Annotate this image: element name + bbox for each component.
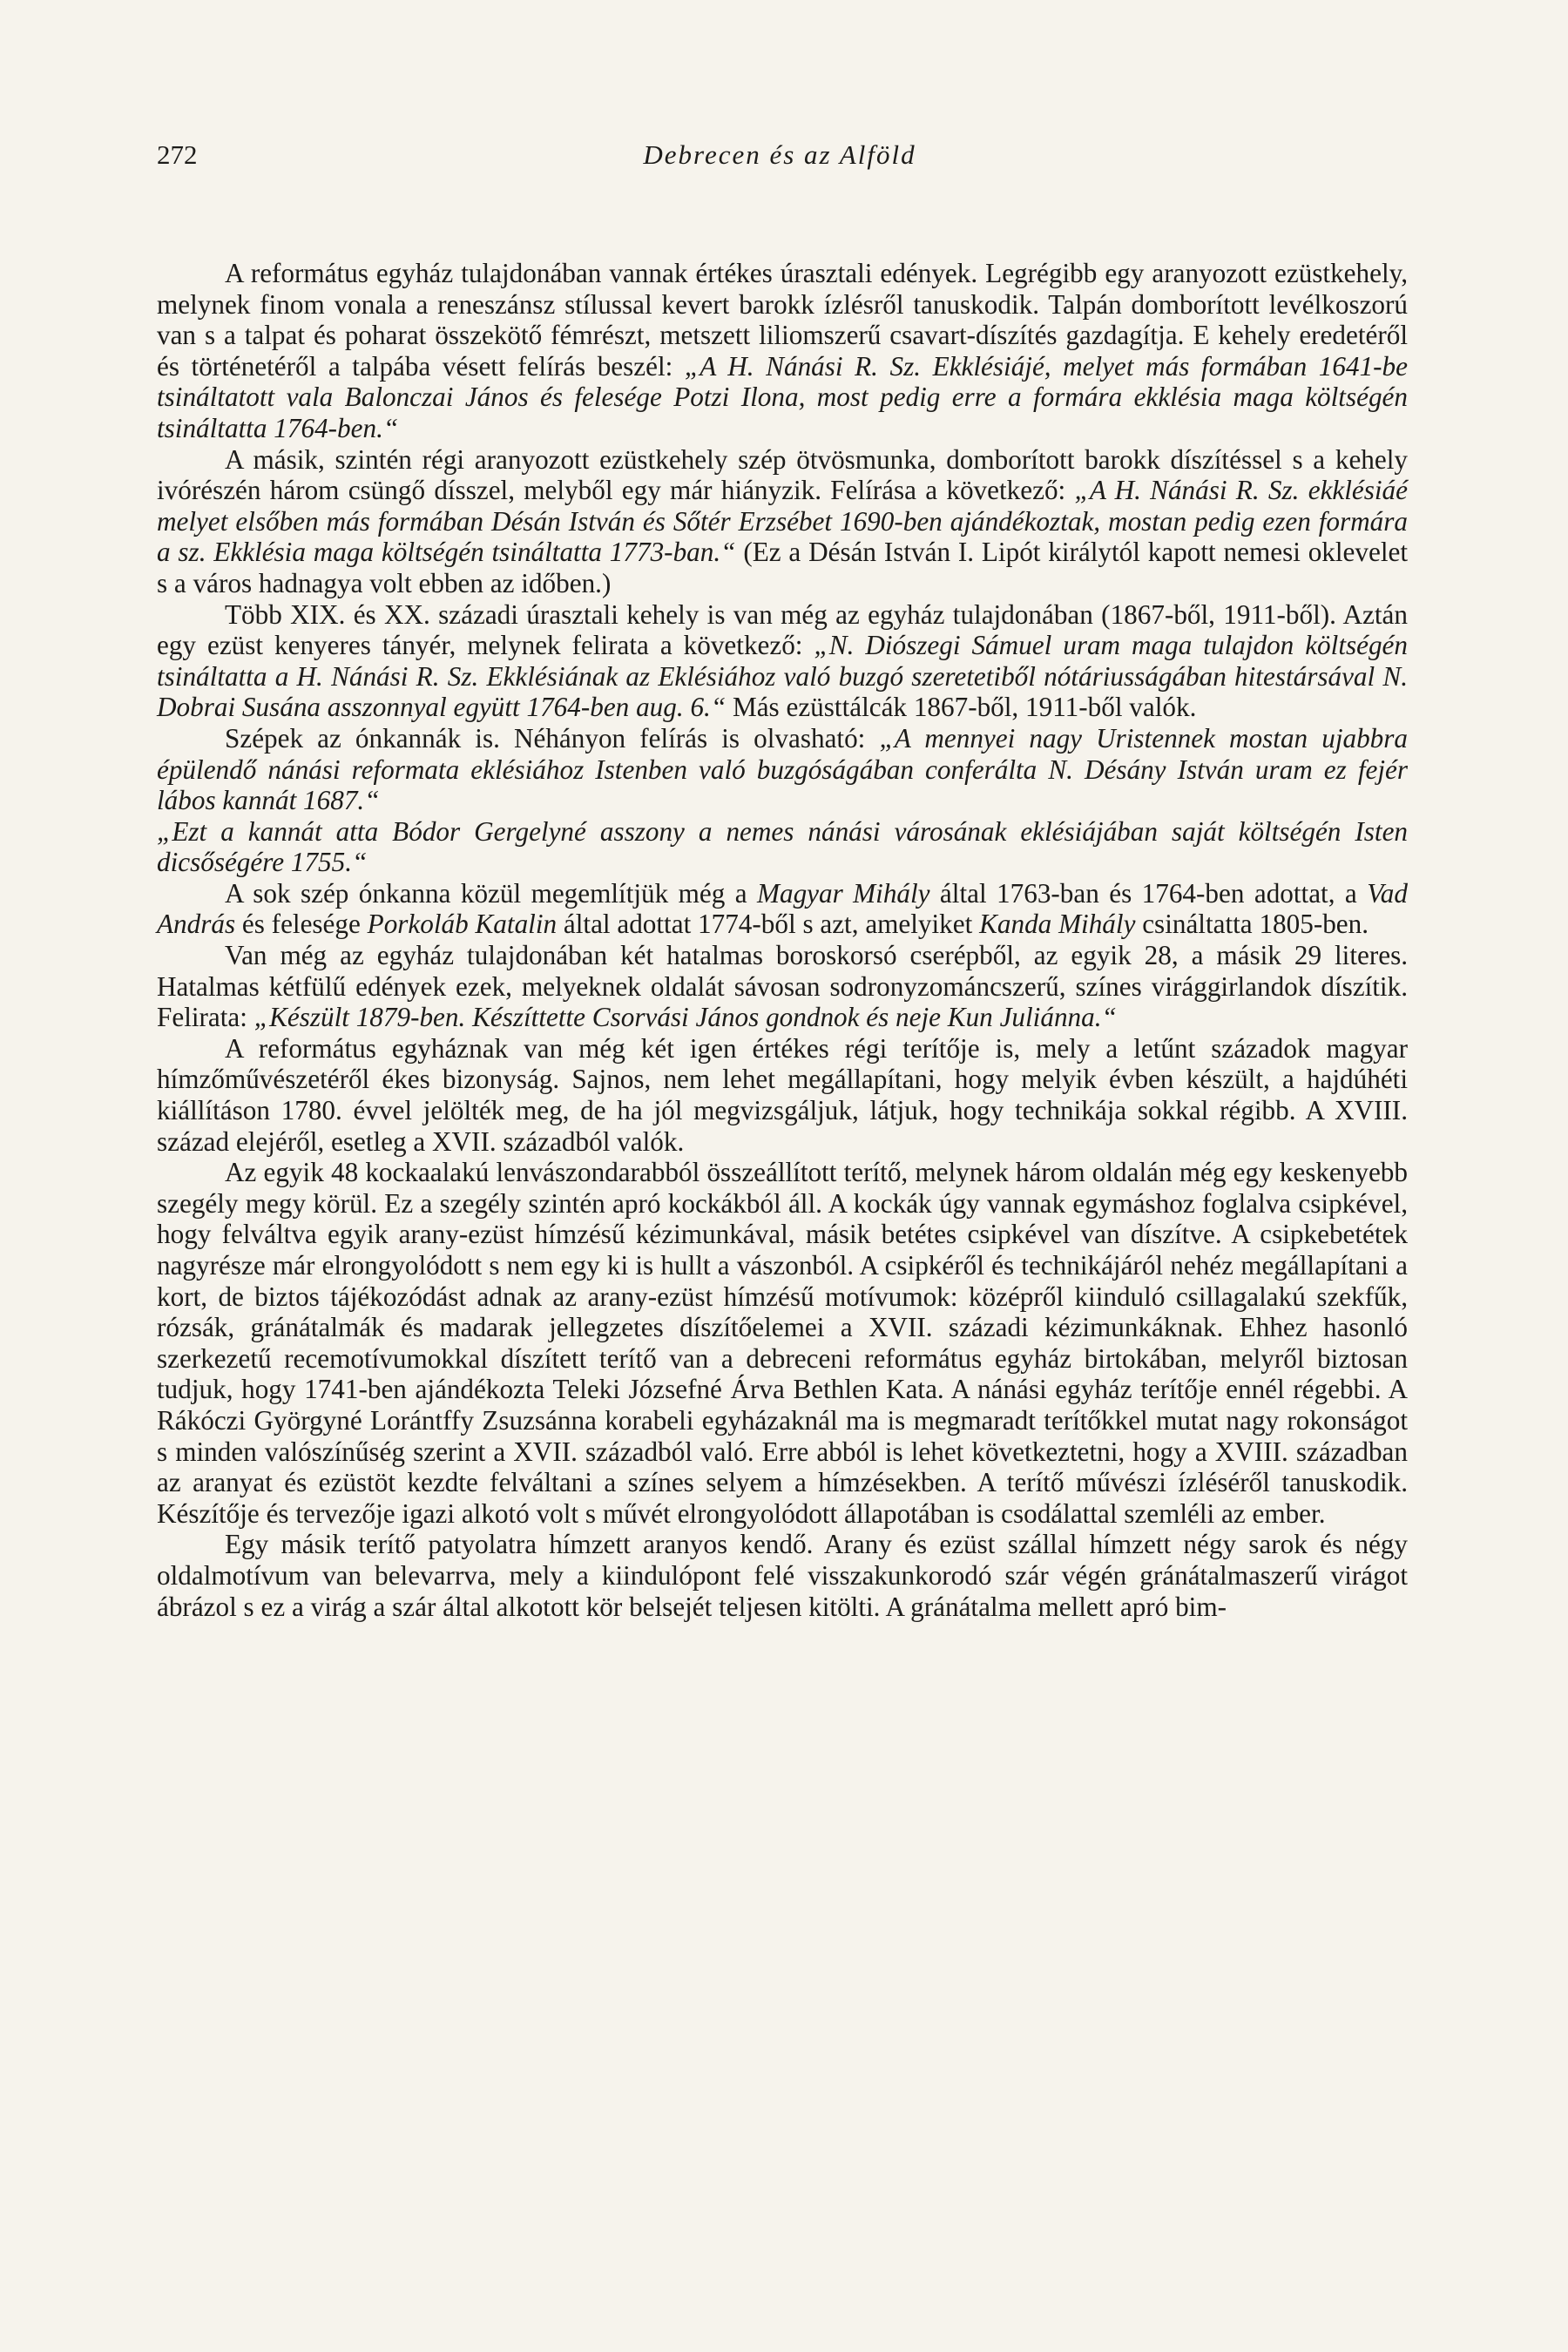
donor-name: Porkoláb Katalin — [367, 909, 558, 940]
paragraph-text: Több XIX. és XX. századi úrasztali kehely is van még az egyház tulajdonában (1867-ből, 1911-ből). Aztán egy ezüst kenyeres tányér, melynek felirata a következő: — [157, 598, 1408, 661]
paragraph-text: A sok szép ónkanna közül megemlítjük még a — [225, 877, 758, 909]
inscription-quote: „Ezt a kannát atta Bódor Gergelyné asszony a nemes nánási városának eklésiájában saját költségén Isten dicsőségére 1755.“ — [157, 815, 1408, 878]
inscription-quote: „A H. Nánási R. Sz. ekklésiáé melyet elsőben más formában Désán István és Sőtér Erzsébet 1690-ben ajándékoztak, mostan pedig ezen formára a sz. Ekklésia maga költségén tsináltatta 1773-ban.“ — [157, 475, 1408, 568]
paragraph-text: (Ez a Désán István I. Lipót királytól kapott nemesi oklevelet s a város hadnagya volt ebben az időben.) — [157, 537, 1408, 598]
paragraph-tablecloth-1 — [157, 1157, 1408, 1529]
paragraph-text: Más ezüsttálcák 1867-ből, 1911-ből valók. — [726, 692, 1197, 723]
paragraph-chalice-1 — [157, 258, 1408, 444]
paragraph-text: Van még az egyház tulajdonában két hatalmas boroskorsó cserépből, az egyik 28, a másik 29 literes. Hatalmas kétfülű edények ezek, melyeknek oldalát sávosan sodronyzománcszerű, színes virággirlandok díszítik. Felirata: — [157, 940, 1408, 1033]
paragraph-text: által 1763-ban és 1764-ben adottat, a — [929, 877, 1368, 909]
paragraph-tin-jugs — [157, 723, 1408, 816]
paragraph-plate — [157, 599, 1408, 723]
paragraph-text: Szépek az ónkannák is. Néhányon felírás is olvasható: — [225, 722, 880, 754]
paragraph-text: és felesége — [235, 909, 368, 940]
paragraph-text: A református egyház tulajdonában vannak értékes úrasztali edények. Legrégibb egy aranyozott ezüstkehely, melynek finom vonala a reneszánsz stílussal kevert barokk ízlésről tanuskodik. Talpán domborított levélkoszorú van s a talpat és poharat összekötő fémrészt, metszett liliomszerű csavart-díszítés gazdagítja. E kehely eredetéről és történetéről a talpába vésett felírás beszél: — [157, 258, 1408, 382]
inscription-quote: „A H. Nánási R. Sz. Ekklésiájé, melyet más formában 1641-be tsináltatott vala Balonczai János és felesége Potzi Ilona, most pedig erre a formára ekklésia maga költségén tsináltatta 1764-ben.“ — [157, 350, 1408, 443]
running-title: Debrecen és az Alföld — [643, 139, 916, 170]
page-number: 272 — [157, 139, 198, 170]
paragraph-tablecloth-2 — [157, 1529, 1408, 1622]
paragraph-wine-jugs — [157, 940, 1408, 1033]
paragraph-donors — [157, 878, 1408, 940]
paragraph-tin-jug-quote — [157, 816, 1408, 878]
donor-name: Magyar Mihály — [757, 877, 930, 909]
donor-name: Vad András — [157, 877, 1408, 940]
paragraph-text: Egy másik terítő patyolatra hímzett aranyos kendő. Arany és ezüst szállal hímzett négy sarok és négy oldalmotívum van belevarrva, mely a kiindulópont felé visszakunkorodó szár végén gránátalmaszerű virágot ábrázol s ez a virág a szár által alkotott kör belsejét teljesen kitölti. A gránátalma mellett apró bim- — [157, 1529, 1408, 1622]
paragraph-chalice-2 — [157, 444, 1408, 599]
body-text — [157, 258, 1408, 1622]
inscription-quote: „N. Diószegi Sámuel uram maga tulajdon költségén tsináltatta a H. Nánási R. Sz. Ekklésiának az Eklésiához való buzgó szeretetiből nótáriusságában hitestársával N. Dobrai Susána asszonnyal együtt 1764-ben aug. 6.“ — [157, 630, 1408, 723]
paragraph-text: által adottat 1774-ből s azt, amelyiket — [557, 909, 980, 940]
paragraph-text: A református egyháznak van még két igen értékes régi terítője is, mely a letűnt századok magyar hímzőművészetéről ékes bizonyság. Sajnos, nem lehet megállapítani, hogy melyik évben készült, a hajdúhéti kiállításon 1780. évvel jelölték meg, de ha jól megvizsgáljuk, látjuk, hogy technikája sokkal régibb. A XVIII. század elejéről, esetleg a XVII. századból valók. — [157, 1032, 1408, 1157]
paragraph-tablecloths — [157, 1033, 1408, 1157]
inscription-quote: „A mennyei nagy Uristennek mostan ujabbra épülendő nánási reformata eklésiához Istenben való buzgóságában conferálta N. Désány István uram ez fejér lábos kannát 1687.“ — [157, 722, 1409, 816]
page-header — [157, 139, 1402, 183]
paragraph-text: A másik, szintén régi aranyozott ezüstkehely szép ötvösmunka, domborított barokk díszítéssel s a kehely ivórészén három csüngő dísszel, melyből egy már hiányzik. Felírása a következő: — [157, 443, 1408, 506]
paragraph-text: csináltatta 1805-ben. — [1135, 909, 1369, 940]
donor-name: Kanda Mihály — [979, 909, 1136, 940]
paragraph-text: Az egyik 48 kockaalakú lenvászondarabból összeállított terítő, melynek három oldalán még egy keskenyebb szegély megy körül. Ez a szegély szintén apró kockákból áll. A kockák úgy vannak egymáshoz foglalva csipkével, hogy felváltva egyik arany-ezüst hímzésű kézimunkával, másik betétes csipkével van díszítve. A csipkebetétek nagyrésze már elrongyolódott s nem egy ki is hullt a vászonból. A csipkéről és technikájáról nehéz megállapítani a kort, de biztos tájékozódást adnak az arany-ezüst hímzésű motívumok: középről kiinduló csillagalakú szekfűk, rózsák, gránátalmák és madarak jellegzetes díszítőelemei a XVII. századi kézimunkáknak. Ehhez hasonló szerkezetű recemotívumokkal díszített terítő van a debreceni református egyház birtokában, melyről biztosan tudjuk, hogy 1741-ben ajándékozta Teleki Józsefné Árva Bethlen Kata. A nánási egyház terítője ennél régebbi. A Rákóczi Györgyné Lorántffy Zsuzsánna korabeli egyházaknál ma is megmaradt terítőkkel mutat nagy rokonságot s minden valószínűség szerint a XVII. századból való. Erre abból is lehet következtetni, hogy a XVIII. században az aranyat és ezüstöt kezdte felváltani a színes selyem a hímzésekben. A terítő művészi ízléséről tanuskodik. Készítője és tervezője igazi alkotó volt s művét elrongyolódott állapotában is csodálattal szemléli az ember. — [157, 1157, 1408, 1529]
inscription-quote: „Készült 1879-ben. Készíttette Csorvási János gondnok és neje Kun Juliánna.“ — [253, 1002, 1117, 1033]
